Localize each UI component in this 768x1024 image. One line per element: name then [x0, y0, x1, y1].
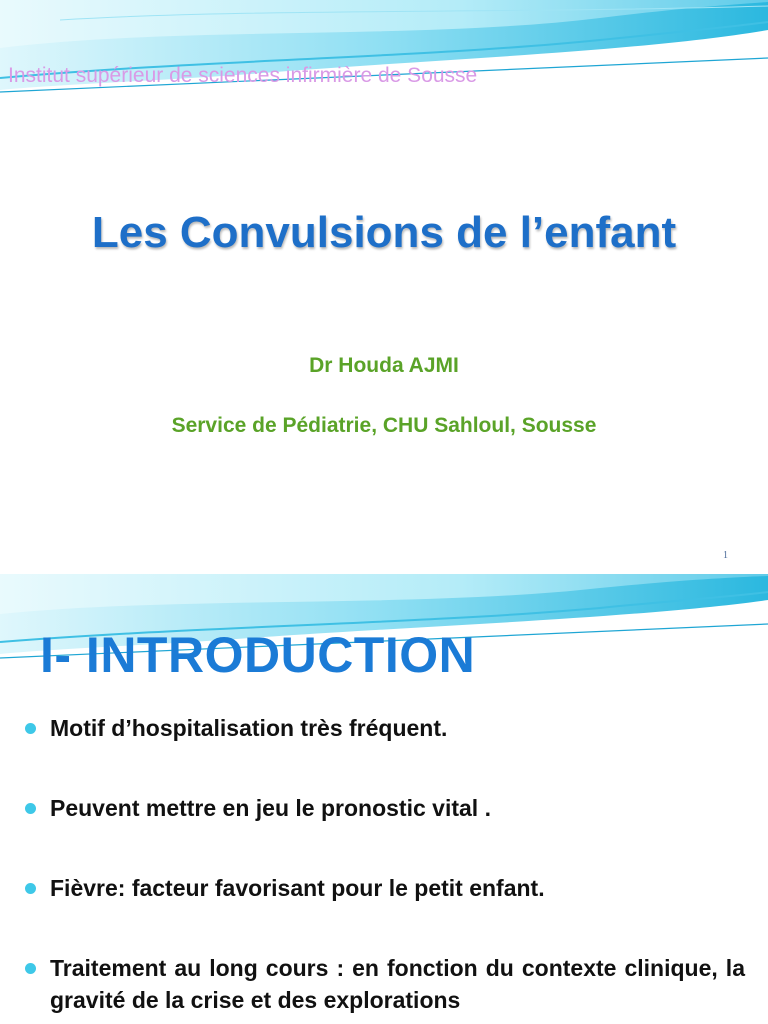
page-number: 1 — [723, 550, 728, 561]
bullet-icon — [25, 803, 36, 814]
bullet-icon — [25, 883, 36, 894]
presentation-title: Les Convulsions de l’enfant — [91, 208, 677, 257]
list-item — [25, 952, 745, 1016]
bullet-text: Motif d’hospitalisation très fréquent. — [50, 715, 448, 741]
bullet-text: Traitement au long cours : en fonction du contexte clinique, la gravité de la crise et des explorations — [50, 955, 745, 1013]
bullet-icon — [25, 963, 36, 974]
bullet-text: Peuvent mettre en jeu le pronostic vital . — [50, 795, 491, 821]
author-affiliation: Service de Pédiatrie, CHU Sahloul, Sousse — [171, 414, 597, 437]
list-item — [25, 712, 745, 744]
introduction-slide — [0, 574, 768, 1024]
section-title: I- INTRODUCTION — [40, 627, 476, 683]
institute-name: Institut supérieur de sciences infirmière de Sousse — [8, 64, 478, 87]
bullet-icon — [25, 723, 36, 734]
author-name: Dr Houda AJMI — [309, 354, 459, 377]
bullet-text: Fièvre: facteur favorisant pour le petit enfant. — [50, 875, 545, 901]
list-item — [25, 872, 745, 904]
list-item — [25, 792, 745, 824]
